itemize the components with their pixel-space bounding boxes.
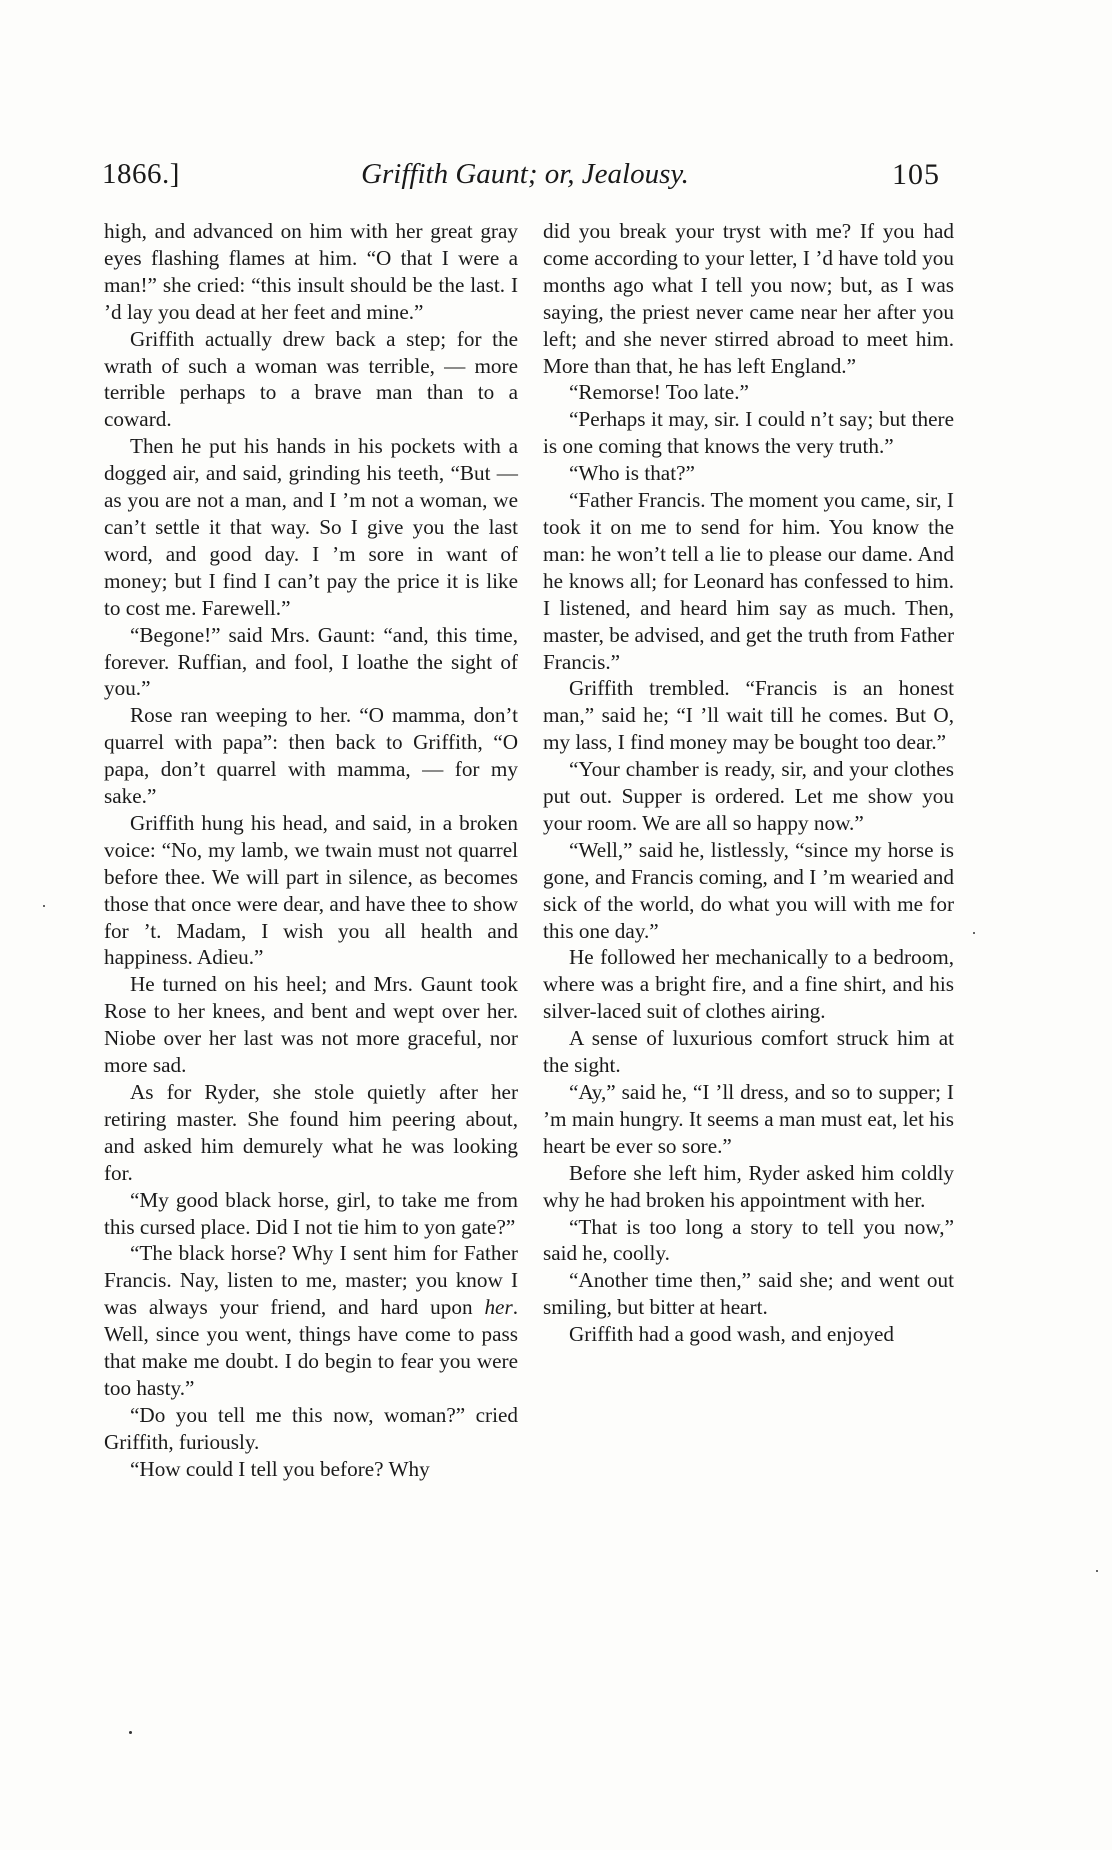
header-title: Griffith Gaunt; or, Jealousy. [361,158,689,190]
paragraph: A sense of luxurious comfort struck him at the sight. [543,1026,954,1078]
paragraph: “Father Francis. The moment you came, sir, I took it on me to send for him. You know the man: he won’t tell a lie to please our dame. And he knows all; for Leonard has confessed to him. I listened, and heard him say as much. Then, master, be advised, and get the truth from Father Francis.” [543,488,955,674]
print-speck [129,1731,132,1734]
paragraph: Then he put his hands in his pockets with a dogged air, and said, grinding his teeth, “But — as you are not a man, and I ’m not a woman, we can’t settle it that way. So I give you the last word, and good day. I ’m sore in want of money; but I find I can’t pay the price it is like to cost me. Farewell.” [104,434,518,620]
page-number: 105 [892,158,940,191]
paragraph: Griffith hung his head, and said, in a broken voice: “No, my lamb, we twain must not quarrel before thee. We will part in silence, as becomes those that once were dear, and have thee to show for ’t. Madam, I wish you all health and happiness. Adieu.” [104,810,518,970]
print-speck [973,932,975,934]
paragraph: “Begone!” said Mrs. Gaunt: “and, this time, forever. Ruffian, and fool, I loathe the sight of you.” [104,622,518,701]
print-speck [43,905,45,907]
paragraph: “Do you tell me this now, woman?” cried Griffith, furiously. [104,1402,518,1454]
left-column [104,218,518,1483]
text-run: . Well, since you went, things have come to pass that make me doubt. I do begin to fear you were too hasty.” [104,1295,518,1400]
paragraph: Griffith had a good wash, and enjoyed [569,1322,894,1347]
paragraph: “Remorse! Too late.” [569,380,749,405]
print-speck [1096,1570,1098,1572]
emphasis: her [484,1295,513,1320]
paragraph: Griffith trembled. “Francis is an honest man,” said he; “I ’ll wait till he comes. But O, my lass, I find money may be bought too dear.” [543,676,954,755]
paragraph: “Well,” said he, listlessly, “since my horse is gone, and Francis coming, and I ’m wearied and sick of the world, do what you will with me for this one day.” [543,837,954,943]
paragraph: “Another time then,” said she; and went out smiling, but bitter at heart. [543,1268,954,1320]
paragraph: Rose ran weeping to her. “O mamma, don’t quarrel with papa”: then back to Griffith, “O papa, don’t quarrel with mamma, — for my sake.” [104,703,518,809]
paragraph: He turned on his heel; and Mrs. Gaunt took Rose to her knees, and bent and wept over her. Niobe over her last was not more graceful, nor more sad. [104,972,518,1078]
paragraph [104,1240,518,1401]
right-column [543,218,954,1348]
paragraph: “Perhaps it may, sir. I could n’t say; but there is one coming that knows the very truth.” [543,407,954,459]
paragraph: did you break your tryst with me? If you had come according to your letter, I ’d have told you months ago what I tell you now; but, as I was saying, the priest never came near her after you left; and she never stirred abroad to meet him. More than that, he has left England.” [543,219,954,378]
paragraph: Before she left him, Ryder asked him coldly why he had broken his appointment with her. [543,1160,954,1212]
paragraph: “Who is that?” [569,461,695,486]
paragraph: high, and advanced on him with her great gray eyes flashing flames at him. “O that I were a man!” she cried: “this insult should be the last. I ’d lay you dead at her feet and mine.” [104,219,518,324]
paragraph: He followed her mechanically to a bedroom, where was a bright fire, and a fine shirt, and his silver-laced suit of clothes airing. [543,945,954,1024]
text-run: “The black horse? Why I sent him for Father Francis. Nay, listen to me, master; you know I was always your friend, and hard upon [104,1241,518,1320]
paragraph: “Ay,” said he, “I ’ll dress, and so to supper; I ’m main hungry. It seems a man must eat, let his heart be ever so sore.” [543,1080,954,1158]
paragraph: “That is too long a story to tell you now,” said he, coolly. [543,1214,954,1266]
paragraph: “Your chamber is ready, sir, and your clothes put out. Supper is ordered. Let me show you your room. We are all so happy now.” [543,757,954,835]
paragraph: “My good black horse, girl, to take me from this cursed place. Did I not tie him to yon gate?” [104,1187,518,1239]
running-header [100,158,950,198]
header-year: 1866.] [102,158,180,190]
paragraph: As for Ryder, she stole quietly after her retiring master. She found him peering about, and asked him demurely what he was looking for. [104,1080,518,1185]
paragraph: Griffith actually drew back a step; for the wrath of such a woman was terrible, — more terrible perhaps to a brave man than to a coward. [104,326,518,432]
paragraph: “How could I tell you before? Why [130,1456,430,1481]
